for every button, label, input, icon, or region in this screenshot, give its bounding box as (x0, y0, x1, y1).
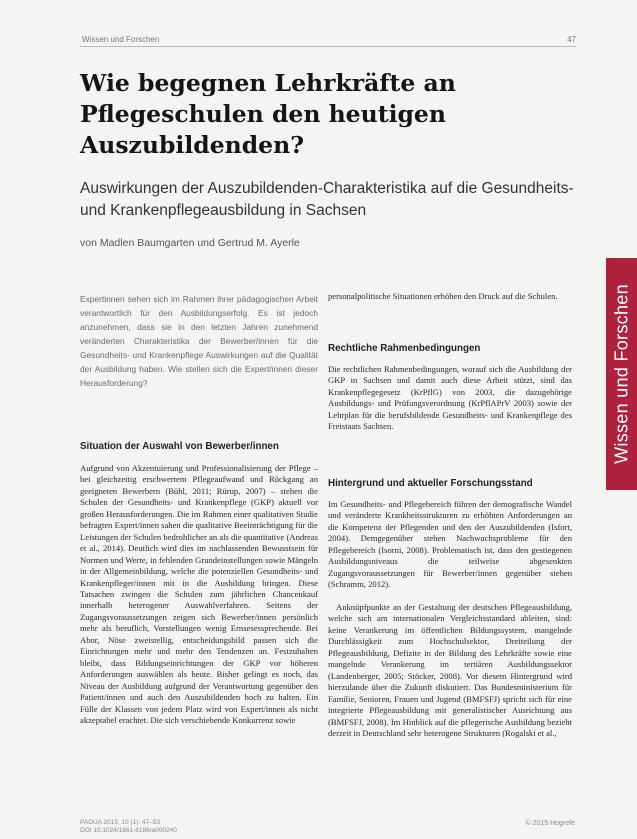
abstract: Expertinnen sehen sich im Rahmen ihrer pädagogischen Arbeit verantwortlich für den Ausbildungserfolg. Es ist jedoch anzunehmen, dass sie in den letzten Jahren zunehmend veränderten Charakteristika der Bewerber/innen für die Gesundheits- und Krankenpflege Auswirkungen auf die Qualität der Ausbildung haben. Wie stellen sich die Expert/innen dieser Herausforderung? (80, 294, 318, 388)
section-body-auswahl: Aufgrund von Akzentuierung und Professionalisierung der Pflege – bei gleichzeitig erschwertem Pflegeaufwand und Rückgang an geeigneten Bewerbern (Bühl, 2011; Rürup, 2007) – stehen die Schulen der Gesundheits- und Krankenpflege (GKP) aktuell vor großen Herausforderungen. Die im Rahmen einer qualitativen Studie befragten Expert/innen sahen die qualitative Beeinträchtigung für die Leistungen der Schulen bedrohlicher an als die quantitative (Andreas et al., 2014). Deutlich wird dies im nachlassenden Bewusstsein für Normen und Werte, in fehlenden Grundeinstellungen sowie Mängeln in der Allgemeinbildung, welche die potenziellen Gesundheits- und Krankenpfleger/innen mit in die Ausbildung bringen. Diese Tatsachen zwingen die Schulen zum jährlichen Chancenkauf innerhalb heterogener Auswahlverfahren. Seitens der Zugangsvoraussetzungen zeigen sich Bewerber/innen persönlich mehr als beruflich, Vorstellungen wenig Ernsesessprechende. Bei Abor, Nöse zweistellig, entscheidungsbild passen sich die Einrichtungen mehr und mehr den Tendenzen an. Festzuhalten bleibt, dass Bildungseinrichtungen der GKP vor höheren Anforderungen auswählen als heute. Bisher gelingt es noch, das Niveau der Ausbildung aufgrund der Verantwortung gegenüber den Patient/innen und auch den Auszubildenden hoch zu halten. Ein Fülle der Klassen von jedem Platz wird von Expert/innen als nicht akzeptabel erachtet. Die sich verschiebende Konkurrenz sowie (80, 463, 318, 725)
section-body-forschungsstand-2: Anknüpfpunkte an der Gestaltung der deutschen Pflegeausbildung, welche sich am internationalen Vergleichsstandard ableiten, sind: keine Verankerung im öffentlichen Bildungssystem, mangelnde Durchlässigkeit zum Hochschulsektor, Dreiteilung der Pflegeausbildung, Defizite in der Bildung des Lehrkräfte sowie eine mangelnde Verankerung im tertiären Ausbildungssektor (Landenberger, 2005; Stöcker, 2008). Vor diesem Hintergrund wird hierzulande über die Zukunft diskutiert. Das Bundesministerium für Familie, Senioren, Frauen und Jugend (BMFSFJ) spricht sich für eine integrierte Pflegeausbildung mit generalistischer Ausrichtung aus (BMFSFJ, 2008). Im Hinblick auf die pflegerische Ausbildung bezieht derzeit in Deutschland sehr heterogene Strukturen (Rogalski et al., (328, 602, 572, 738)
article-authors: von Madlen Baumgarten und Gertrud M. Ayerle (80, 237, 300, 249)
footer-journal: PADUA 2015; 10 (1): 47–53 (80, 819, 161, 826)
section-heading-forschungsstand: Hintergrund und aktueller Forschungsstand (328, 478, 533, 489)
article-subtitle: Auswirkungen der Auszubildenden-Charakteristika auf die Gesundheits- und Krankenpflegeausbildung in Sachsen (80, 180, 574, 219)
section-body-forschungsstand-1: Im Gesundheits- und Pflegebereich führen der demografische Wandel und veränderte Krankheitsstrukturen zu erhöhten Anforderungen an die Kompetenz der Pflegenden und den der Auszubildenden (Isfort, 2004). Demgegenüber stehen Nachwuchsprobleme für den Pflegebereich (Isorni, 2008). Problematisch ist, dass den gestiegenen Ausbildungsniveaus die teilweise abgesenkten Zugangsvoraussetzungen für Bewerber/innen gegenüber stehen (Schramm, 2012). (328, 499, 572, 590)
page-number: 47 (567, 35, 576, 44)
running-header-section: Wissen und Forschen (82, 35, 160, 44)
section-body-continued: personalpolitische Situationen erhöhen den Druck auf die Schulen. (328, 291, 558, 301)
article-title: Wie begegnen Lehrkräfte an Pflegeschulen den heutigen Auszubildenden? (80, 69, 456, 159)
section-sidebar-label: Wissen und Forschen (611, 284, 631, 464)
running-header (80, 34, 576, 47)
section-heading-auswahl: Situation der Auswahl von Bewerber/innen (80, 441, 279, 452)
section-heading-rahmenbedingungen: Rechtliche Rahmenbedingungen (328, 343, 481, 354)
footer-citation (80, 819, 177, 835)
section-sidebar-tab (606, 258, 637, 490)
section-body-rahmenbedingungen: Die rechtlichen Rahmenbedingungen, worauf sich die Ausbildung der GKP in Sachsen und damit auch diese Arbeit stützt, sind das Krankenpflegegesetz (KrPflG) von 2003, die dazugehörige Ausbildungs- und Prüfungsverordnung (KrPflAPrV 2003) sowie der Lehrplan für die berufsbildende Gesundheits- und Krankenpflege des Freistaats Sachsen. (328, 364, 572, 432)
footer-copyright: © 2015 Hogrefe (525, 820, 575, 827)
footer-doi: DOI 10.1024/1861-6186/a000240 (80, 827, 177, 834)
